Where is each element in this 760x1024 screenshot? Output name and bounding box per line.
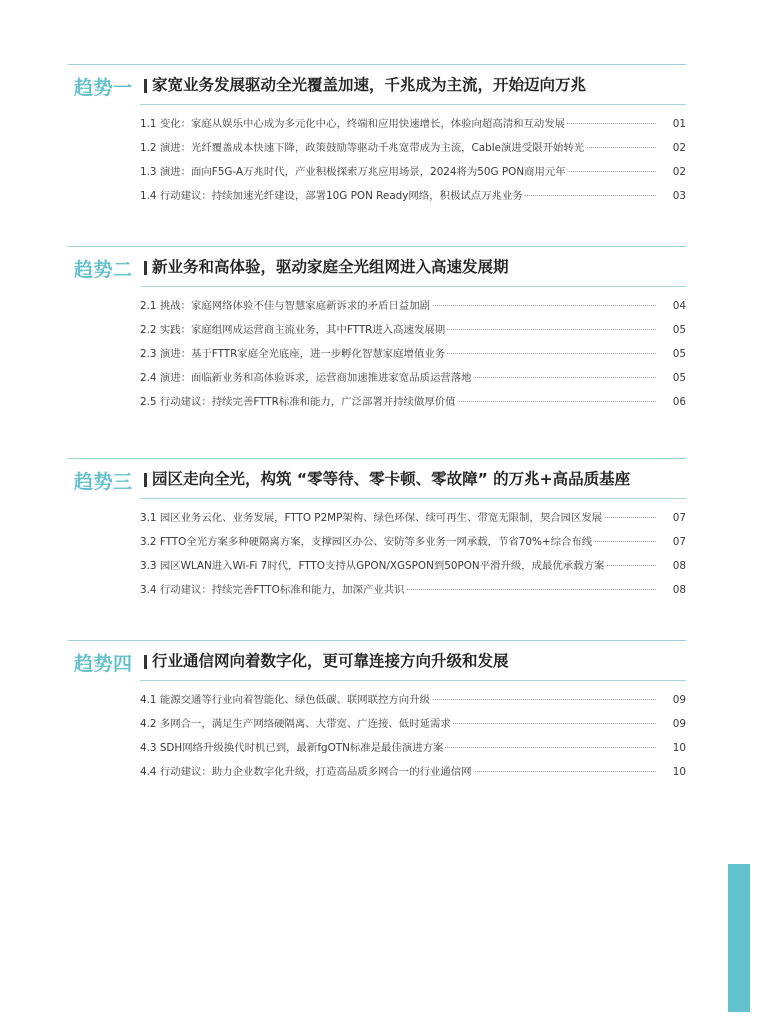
entry-text: 3.1 园区业务云化、业务发展，FTTO P2MP架构、绿色环保、续可再生、带宽无限制，契合园区发展 [140,512,603,524]
section-title-bar [144,473,147,487]
entry-text: 3.4 行动建议：持续完善FTTO标准和能力，加深产业共识 [140,584,405,596]
toc-entry[interactable] [140,511,686,525]
section-title-rule [140,680,686,681]
toc-entry[interactable] [140,141,686,155]
section-title: 行业通信网向着数字化，更可靠连接方向升级和发展 [152,652,509,670]
entry-text: 1.1 变化：家庭从娱乐中心成为多元化中心，终端和应用快速增长，体验向超高清和互动发展 [140,118,566,130]
entry-page-number: 02 [660,141,686,155]
toc-entry[interactable] [140,559,686,573]
entry-page-number: 10 [660,741,686,755]
section-title: 园区走向全光，构筑 “零等待、零卡顿、零故障” 的万兆+高品质基座 [152,470,631,488]
entry-text: 4.1 能源交通等行业向着智能化、绿色低碳、联网联控方向升级 [140,694,430,706]
toc-entry[interactable] [140,741,686,755]
entry-page-number: 07 [660,511,686,525]
entry-page-number: 09 [660,717,686,731]
entry-text: 2.3 演进：基于FTTR家庭全光底座，进一步孵化智慧家庭增值业务 [140,348,446,360]
toc-entry[interactable] [140,395,686,409]
entry-page-number: 10 [660,765,686,779]
section-label: 趋势二 [74,259,133,281]
toc-entry[interactable] [140,717,686,731]
section-title-rule [140,104,686,105]
section-title-bar [144,79,147,93]
section-title-bar [144,655,147,669]
section-top-rule [68,246,686,247]
entry-text: 1.3 演进：面向F5G-A万兆时代，产业积极探索万兆应用场景，2024将为50G PON商用元年 [140,166,566,178]
entry-text: 1.2 演进：光纤覆盖成本快速下降，政策鼓励等驱动千兆宽带成为主流，Cable演进受限开始转光 [140,142,585,154]
section-title-rule [140,498,686,499]
side-tab-marker [728,864,750,1012]
section-title-rule [140,286,686,287]
entry-page-number: 07 [660,535,686,549]
entry-page-number: 05 [660,371,686,385]
entry-page-number: 09 [660,693,686,707]
section-top-rule [68,458,686,459]
entry-page-number: 01 [660,117,686,131]
section-top-rule [68,640,686,641]
section-top-rule [68,64,686,65]
section-label: 趋势一 [74,77,133,99]
entry-text: 3.3 园区WLAN进入Wi-Fi 7时代，FTTO支持从GPON/XGSPON到50PON平滑升级，成最优承载方案 [140,560,605,572]
toc-entry[interactable] [140,371,686,385]
toc-entry[interactable] [140,765,686,779]
entry-page-number: 08 [660,559,686,573]
section-label: 趋势三 [74,471,133,493]
toc-entry[interactable] [140,165,686,179]
entry-page-number: 03 [660,189,686,203]
toc-entry[interactable] [140,323,686,337]
entry-text: 2.2 实践：家庭组网成运营商主流业务，其中FTTR进入高速发展期 [140,324,446,336]
entry-page-number: 08 [660,583,686,597]
toc-entry[interactable] [140,693,686,707]
entry-page-number: 05 [660,323,686,337]
toc-entry[interactable] [140,535,686,549]
section-title: 家宽业务发展驱动全光覆盖加速，千兆成为主流，开始迈向万兆 [152,76,587,94]
entry-text: 1.4 行动建议：持续加速光纤建设，部署10G PON Ready网络，积极试点万兆业务 [140,190,523,202]
entry-text: 4.3 SDH网络升级换代时机已到，最新fgOTN标准是最佳演进方案 [140,742,444,754]
toc-entry[interactable] [140,189,686,203]
toc-entry[interactable] [140,299,686,313]
toc-entry[interactable] [140,583,686,597]
entry-page-number: 06 [660,395,686,409]
entry-text: 2.1 挑战：家庭网络体验不佳与智慧家庭新诉求的矛盾日益加剧 [140,300,430,312]
toc-entry[interactable] [140,117,686,131]
entry-page-number: 02 [660,165,686,179]
entry-text: 2.4 演进：面临新业务和高体验诉求，运营商加速推进家宽品质运营落地 [140,372,472,384]
entry-text: 4.2 多网合一，满足生产网络硬隔离、大带宽、广连接、低时延需求 [140,718,451,730]
toc-entry[interactable] [140,347,686,361]
section-title: 新业务和高体验，驱动家庭全光组网进入高速发展期 [152,258,509,276]
section-label: 趋势四 [74,653,133,675]
entry-page-number: 04 [660,299,686,313]
entry-text: 2.5 行动建议：持续完善FTTR标准和能力，广泛部署并持续做厚价值 [140,396,456,408]
entry-page-number: 05 [660,347,686,361]
entry-text: 3.2 FTTO全光方案多种硬隔离方案，支撑园区办公、安防等多业务一网承载，节省70%+综合布线 [140,536,593,548]
section-title-bar [144,261,147,275]
entry-text: 4.4 行动建议：助力企业数字化升级，打造高品质多网合一的行业通信网 [140,766,472,778]
